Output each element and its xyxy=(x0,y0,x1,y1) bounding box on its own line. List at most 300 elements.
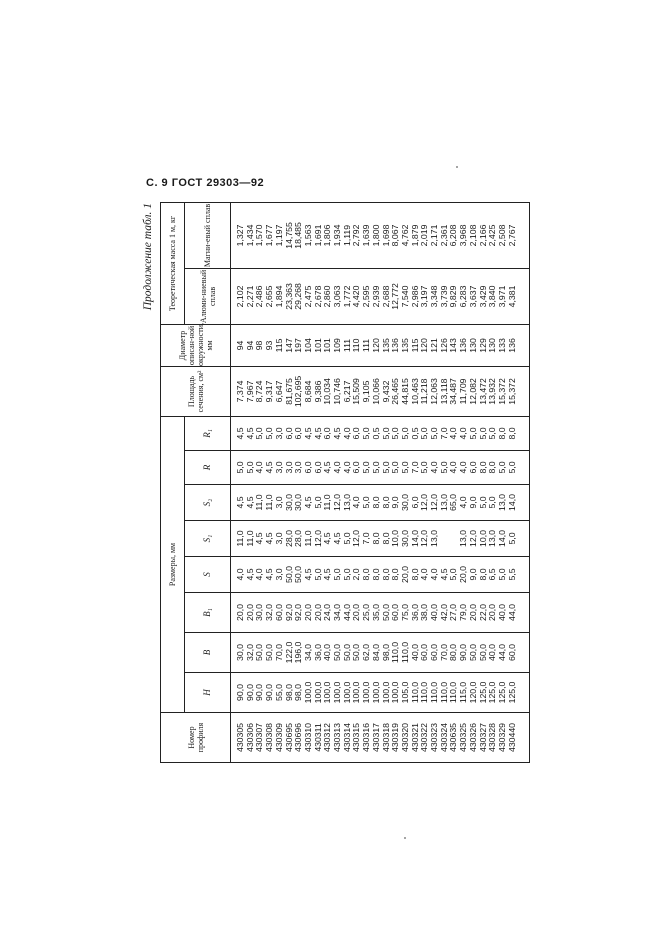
cell-number: 430320 xyxy=(399,723,410,752)
cell-S: 2,0 xyxy=(351,568,362,581)
cell-diameter: 133 xyxy=(496,338,507,353)
cell-S1: 5,0 xyxy=(506,532,517,545)
cell-B: 80,0 xyxy=(448,644,459,661)
cell-S1: 10,0 xyxy=(477,530,488,547)
cell-H: 115,0 xyxy=(458,681,469,704)
cell-area: 15,509 xyxy=(351,378,362,405)
cell-area: 10,746 xyxy=(332,378,343,405)
cell-number: 430328 xyxy=(487,723,498,752)
cell-R1: 4,0 xyxy=(341,427,352,440)
cell-B: 44,0 xyxy=(496,644,507,661)
cell-area: 102,695 xyxy=(293,375,304,408)
cell-R: 5,0 xyxy=(380,461,391,474)
cell-B: 122,0 xyxy=(283,641,294,664)
cell-number: 430309 xyxy=(273,723,284,752)
cell-S2: 8,0 xyxy=(380,496,391,509)
cell-R1: 6,0 xyxy=(293,427,304,440)
cell-R1: 4,0 xyxy=(448,427,459,440)
cell-H: 100,0 xyxy=(332,681,343,704)
cell-B1: 38,0 xyxy=(419,604,430,621)
column-diameter xyxy=(236,325,517,366)
cell-mg: 1,119 xyxy=(341,224,352,246)
cell-S: 8,0 xyxy=(409,568,420,581)
cell-number: 430318 xyxy=(380,723,391,752)
cell-S2: 4,5 xyxy=(302,496,313,509)
cell-R1: 6,0 xyxy=(351,427,362,440)
cell-R: 5,0 xyxy=(361,461,372,474)
cell-number: 430308 xyxy=(264,723,275,752)
cell-B: 50,0 xyxy=(254,644,265,661)
header-S2: S₂ xyxy=(185,485,231,521)
cell-R1: 3,0 xyxy=(273,427,284,440)
cell-S: 4,0 xyxy=(419,568,430,581)
cell-R1: 4,0 xyxy=(458,427,469,440)
cell-area: 8,724 xyxy=(254,380,265,403)
cell-number: 430325 xyxy=(458,723,469,752)
cell-alu: 7,540 xyxy=(399,285,410,308)
cell-alu: 3,971 xyxy=(496,285,507,308)
cell-S: 4,5 xyxy=(322,568,333,581)
cell-S: 5,0 xyxy=(332,568,343,581)
cell-B1: 75,0 xyxy=(399,604,410,621)
cell-area: 7,967 xyxy=(244,380,255,403)
cell-B1: 27,0 xyxy=(448,604,459,621)
cell-H: 125,0 xyxy=(487,681,498,704)
cell-B1: 35,0 xyxy=(370,604,381,621)
cell-alu: 3,429 xyxy=(477,285,488,308)
cell-number: 430635 xyxy=(448,723,459,752)
cell-R1: 6,0 xyxy=(283,427,294,440)
cell-mg: 1,800 xyxy=(370,224,381,247)
cell-number: 430440 xyxy=(506,723,517,752)
cell-S2: 11,0 xyxy=(254,494,265,511)
cell-S1: 30,0 xyxy=(399,530,410,547)
cell-S: 8,0 xyxy=(380,568,391,581)
cell-S2: 30,0 xyxy=(283,494,294,511)
cell-mg: 2,361 xyxy=(438,224,449,247)
cell-S2: 30,0 xyxy=(399,494,410,511)
cell-R1: 5,0 xyxy=(361,427,372,440)
cell-S: 5,0 xyxy=(341,568,352,581)
cell-B: 50,0 xyxy=(264,644,275,661)
cell-mg: 2,767 xyxy=(506,224,517,247)
cell-H: 100,0 xyxy=(380,681,391,704)
cell-B: 40,0 xyxy=(322,644,333,661)
cell-S2: 9,0 xyxy=(467,496,478,509)
page-header: С. 9 ГОСТ 29303—92 xyxy=(146,177,265,189)
cell-R1: 5,0 xyxy=(254,427,265,440)
cell-alu: 3,739 xyxy=(438,285,449,308)
cell-S: 8,0 xyxy=(390,568,401,581)
cell-area: 26,465 xyxy=(390,378,401,405)
cell-alu: 2,475 xyxy=(302,285,313,308)
cell-B1: 30,0 xyxy=(254,604,265,621)
cell-R1: 0,5 xyxy=(409,427,420,440)
cell-diameter: 115 xyxy=(273,338,284,353)
rotated-table-container xyxy=(142,203,530,763)
cell-H: 100,0 xyxy=(361,681,372,704)
cell-B: 84,0 xyxy=(370,644,381,661)
cell-diameter: 135 xyxy=(380,338,391,353)
cell-R1: 5,0 xyxy=(487,427,498,440)
cell-S: 8,0 xyxy=(361,568,372,581)
cell-B1: 92,0 xyxy=(283,604,294,621)
header-B1: B₁ xyxy=(185,593,231,633)
cell-R1: 5,0 xyxy=(419,427,430,440)
cell-H: 110,0 xyxy=(429,681,440,704)
cell-mg: 1,639 xyxy=(361,224,372,247)
cell-H: 98,0 xyxy=(293,684,304,701)
cell-mg: 1,879 xyxy=(409,224,420,247)
cell-number: 430329 xyxy=(496,723,507,752)
cell-mg: 4,762 xyxy=(399,224,410,247)
cell-R: 5,0 xyxy=(399,461,410,474)
cell-mg: 2,019 xyxy=(419,224,430,247)
cell-S: 8,0 xyxy=(477,568,488,581)
cell-diameter: 94 xyxy=(244,340,255,351)
cell-alu: 2,486 xyxy=(254,285,265,308)
column-number xyxy=(236,713,517,762)
cell-H: 90,0 xyxy=(235,684,245,701)
cell-S1: 12,0 xyxy=(419,530,430,547)
cell-B: 50,0 xyxy=(467,644,478,661)
cell-alu: 1,894 xyxy=(273,285,284,308)
cell-H: 90,0 xyxy=(264,684,275,701)
cell-number: 430319 xyxy=(390,723,401,752)
cell-diameter: 126 xyxy=(438,338,449,353)
cell-S: 20,0 xyxy=(399,566,410,583)
cell-S1: 13,0 xyxy=(458,530,469,547)
cell-diameter: 101 xyxy=(312,338,323,353)
cell-alu: 2,986 xyxy=(409,285,420,308)
cell-area: 9,432 xyxy=(380,380,391,403)
header-S1: S₁ xyxy=(185,521,231,557)
cell-alu: 2,102 xyxy=(235,285,245,308)
cell-S2: 11,0 xyxy=(264,494,275,511)
cell-S: 6,5 xyxy=(487,568,498,581)
cell-mg: 1,434 xyxy=(244,224,255,247)
cell-B1: 34,0 xyxy=(332,604,343,621)
cell-area: 13,472 xyxy=(477,378,488,405)
cell-B1: 32,0 xyxy=(264,604,275,621)
cell-R: 4,5 xyxy=(264,461,275,474)
cell-R: 4,0 xyxy=(332,461,343,474)
cell-B: 50,0 xyxy=(341,644,352,661)
cell-B1: 20,0 xyxy=(302,604,313,621)
cell-B: 98,0 xyxy=(380,644,391,661)
cell-S2: 4,0 xyxy=(351,496,362,509)
cell-alu: 3,840 xyxy=(487,285,498,308)
cell-diameter: 130 xyxy=(487,338,498,353)
cell-S2: 12,0 xyxy=(419,494,430,511)
cell-number: 430313 xyxy=(332,723,343,752)
cell-alu: 2,860 xyxy=(322,285,333,308)
cell-S: 4,0 xyxy=(254,568,265,581)
cell-area: 15,372 xyxy=(496,378,507,405)
cell-H: 100,0 xyxy=(390,681,401,704)
cell-alu: 4,420 xyxy=(351,285,362,308)
cell-alu: 2,595 xyxy=(361,285,372,308)
cell-R1: 5,0 xyxy=(390,427,401,440)
cell-R1: 4,5 xyxy=(235,427,245,440)
cell-S1: 8,0 xyxy=(380,532,391,545)
cell-alu: 2,678 xyxy=(312,285,323,308)
cell-B1: 20,0 xyxy=(467,604,478,621)
column-B1 xyxy=(236,593,517,632)
cell-R: 8,0 xyxy=(477,461,488,474)
cell-R: 5,0 xyxy=(370,461,381,474)
cell-diameter: 111 xyxy=(361,338,372,353)
cell-S1: 14,0 xyxy=(496,530,507,547)
cell-S: 5,5 xyxy=(506,568,517,581)
cell-mg: 2,166 xyxy=(477,224,488,247)
cell-mg: 1,934 xyxy=(332,224,343,247)
cell-S: 4,5 xyxy=(438,568,449,581)
cell-H: 110,0 xyxy=(409,681,420,704)
cell-B: 196,0 xyxy=(293,641,304,664)
cell-S2: 8,0 xyxy=(370,496,381,509)
cell-R: 4,0 xyxy=(429,461,440,474)
cell-H: 90,0 xyxy=(244,684,255,701)
cell-H: 125,0 xyxy=(477,681,488,704)
cell-diameter: 197 xyxy=(293,338,304,353)
cell-area: 15,372 xyxy=(506,378,517,405)
header-S: S xyxy=(185,557,231,593)
cell-S: 50,0 xyxy=(293,566,304,583)
cell-R: 6,0 xyxy=(312,461,323,474)
column-S2 xyxy=(236,485,517,520)
cell-B1: 42,0 xyxy=(438,604,449,621)
table-continuation-label: Продолжение табл. 1 xyxy=(142,203,154,311)
cell-R: 4,0 xyxy=(458,461,469,474)
cell-B1: 20,0 xyxy=(244,604,255,621)
cell-B: 36,0 xyxy=(312,644,323,661)
cell-R1: 4,5 xyxy=(244,427,255,440)
cell-H: 100,0 xyxy=(312,681,323,704)
cell-diameter: 130 xyxy=(467,338,478,353)
cell-S1: 4,5 xyxy=(332,532,343,545)
cell-S2: 12,0 xyxy=(429,494,440,511)
cell-mg: 1,691 xyxy=(312,224,323,247)
cell-R1: 6,0 xyxy=(322,427,333,440)
cell-S: 50,0 xyxy=(283,566,294,583)
cell-H: 100,0 xyxy=(302,681,313,704)
cell-S: 5,0 xyxy=(312,568,323,581)
cell-R1: 5,0 xyxy=(477,427,488,440)
cell-R: 4,0 xyxy=(448,461,459,474)
column-alu xyxy=(236,269,517,324)
cell-number: 430315 xyxy=(351,723,362,752)
cell-area: 7,374 xyxy=(235,380,245,403)
cell-number: 430312 xyxy=(322,723,333,752)
cell-H: 120,0 xyxy=(467,681,478,704)
cell-S2: 4,5 xyxy=(235,496,245,509)
cell-alu: 3,348 xyxy=(429,285,440,308)
cell-mg: 14,755 xyxy=(283,222,294,249)
cell-H: 105,0 xyxy=(399,681,410,704)
cell-area: 10,034 xyxy=(322,378,333,405)
cell-diameter: 129 xyxy=(477,338,488,353)
cell-S1: 10,0 xyxy=(390,530,401,547)
cell-H: 110,0 xyxy=(448,681,459,704)
cell-R: 5,0 xyxy=(438,461,449,474)
cell-R: 3,0 xyxy=(283,461,294,474)
cell-S2: 6,0 xyxy=(409,496,420,509)
cell-B1: 20,0 xyxy=(487,604,498,621)
cell-area: 8,684 xyxy=(302,380,313,403)
cell-area: 13,932 xyxy=(487,378,498,405)
cell-area: 81,675 xyxy=(283,378,294,405)
cell-S: 5,0 xyxy=(448,568,459,581)
cell-S1: 4,5 xyxy=(322,532,333,545)
cell-S2: 9,0 xyxy=(390,496,401,509)
column-B xyxy=(236,633,517,672)
cell-B: 62,0 xyxy=(361,644,372,661)
cell-B: 70,0 xyxy=(273,644,284,661)
cell-mg: 2,108 xyxy=(467,224,478,247)
cell-S: 4,0 xyxy=(235,568,245,581)
cell-B1: 44,0 xyxy=(506,604,517,621)
cell-S1: 28,0 xyxy=(293,530,304,547)
cell-B1: 36,0 xyxy=(409,604,420,621)
cell-B1: 79,0 xyxy=(458,604,469,621)
cell-number: 430307 xyxy=(254,723,265,752)
cell-B1: 22,0 xyxy=(477,604,488,621)
cell-S2: 30,0 xyxy=(293,494,304,511)
cell-S2: 5,0 xyxy=(312,496,323,509)
cell-diameter: 94 xyxy=(235,340,245,351)
cell-alu: 23,363 xyxy=(283,283,294,310)
cell-R: 8,0 xyxy=(487,461,498,474)
cell-number: 430314 xyxy=(341,723,352,752)
cell-area: 10,463 xyxy=(409,378,420,405)
cell-alu: 2,688 xyxy=(380,285,391,308)
cell-mg: 1,698 xyxy=(380,224,391,247)
cell-R1: 0,5 xyxy=(370,427,381,440)
cell-S: 8,0 xyxy=(370,568,381,581)
cell-area: 12,063 xyxy=(429,378,440,405)
cell-S1: 8,0 xyxy=(370,532,381,545)
cell-diameter: 121 xyxy=(429,338,440,353)
header-mg: Магни-евый сплав xyxy=(185,202,231,268)
cell-H: 98,0 xyxy=(283,684,294,701)
cell-R1: 4,5 xyxy=(302,427,313,440)
cell-S: 4,5 xyxy=(244,568,255,581)
cell-S2: 11,0 xyxy=(322,494,333,511)
cell-diameter: 101 xyxy=(322,338,333,353)
cell-alu: 12,772 xyxy=(390,283,401,310)
cell-area: 11,709 xyxy=(458,378,469,405)
cell-area: 13,118 xyxy=(438,378,449,405)
speck xyxy=(404,837,406,839)
cell-diameter: 143 xyxy=(448,338,459,353)
cell-R: 5,0 xyxy=(496,461,507,474)
cell-number: 430322 xyxy=(419,723,430,752)
cell-S: 20,0 xyxy=(458,566,469,583)
header-H: H xyxy=(185,673,231,713)
cell-diameter: 120 xyxy=(370,338,381,353)
cell-S2: 65,0 xyxy=(448,494,459,511)
cell-S2: 3,0 xyxy=(273,496,284,509)
cell-B: 50,0 xyxy=(332,644,343,661)
cell-S1: 4,5 xyxy=(254,532,265,545)
cell-R: 3,0 xyxy=(293,461,304,474)
cell-diameter: 136 xyxy=(506,338,517,353)
cell-mg: 1,197 xyxy=(273,224,284,247)
cell-R: 6,0 xyxy=(302,461,313,474)
cell-S1: 11,0 xyxy=(244,530,255,547)
cell-mg: 2,171 xyxy=(429,224,440,247)
column-S1 xyxy=(236,521,517,556)
cell-alu: 3,197 xyxy=(419,285,430,308)
cell-number: 430695 xyxy=(283,723,294,752)
cell-R: 5,0 xyxy=(506,461,517,474)
cell-area: 9,105 xyxy=(361,380,372,403)
speck xyxy=(456,166,458,168)
cell-number: 430317 xyxy=(370,723,381,752)
cell-S1: 28,0 xyxy=(283,530,294,547)
column-mg xyxy=(236,203,517,268)
cell-S1: 5,0 xyxy=(341,532,352,545)
cell-R1: 5,0 xyxy=(399,427,410,440)
cell-B: 70,0 xyxy=(438,644,449,661)
cell-R: 4,5 xyxy=(322,461,333,474)
cell-R: 7,0 xyxy=(409,461,420,474)
cell-S1: 11,0 xyxy=(235,530,245,547)
cell-number: 430327 xyxy=(477,723,488,752)
cell-area: 6,647 xyxy=(273,380,284,403)
cell-B: 110,0 xyxy=(390,641,401,664)
cell-S1: 12,0 xyxy=(351,530,362,547)
cell-S1: 14,0 xyxy=(409,530,420,547)
cell-B: 110,0 xyxy=(399,641,410,664)
cell-B1: 20,0 xyxy=(351,604,362,621)
cell-mg: 2,508 xyxy=(496,224,507,247)
cell-B1: 40,0 xyxy=(429,604,440,621)
cell-B: 60,0 xyxy=(429,644,440,661)
cell-H: 100,0 xyxy=(351,681,362,704)
cell-R: 3,0 xyxy=(273,461,284,474)
cell-number: 430324 xyxy=(438,723,449,752)
cell-diameter: 120 xyxy=(419,338,430,353)
cell-area: 44,815 xyxy=(399,378,410,405)
cell-alu: 3,063 xyxy=(332,285,343,308)
cell-S1: 12,0 xyxy=(467,530,478,547)
cell-H: 125,0 xyxy=(506,681,517,704)
cell-H: 100,0 xyxy=(370,681,381,704)
cell-number: 430323 xyxy=(429,723,440,752)
cell-mg: 1,563 xyxy=(302,224,313,247)
cell-area: 6,217 xyxy=(341,380,352,403)
cell-alu: 2,939 xyxy=(370,285,381,308)
cell-S2: 5,0 xyxy=(477,496,488,509)
cell-R: 5,0 xyxy=(419,461,430,474)
cell-B: 30,0 xyxy=(235,644,245,661)
cell-number: 430696 xyxy=(293,723,304,752)
cell-alu: 3,637 xyxy=(467,285,478,308)
cell-B: 40,0 xyxy=(409,644,420,661)
cell-B1: 25,0 xyxy=(361,604,372,621)
header-R: R xyxy=(185,451,231,485)
cell-alu: 1,772 xyxy=(341,285,352,308)
cell-S2: 4,0 xyxy=(458,496,469,509)
cell-S1: 11,0 xyxy=(302,530,313,547)
cell-number: 430310 xyxy=(302,723,313,752)
cell-H: 110,0 xyxy=(438,681,449,704)
cell-R: 5,0 xyxy=(390,461,401,474)
cell-area: 9,386 xyxy=(312,380,323,403)
cell-S2: 4,5 xyxy=(244,496,255,509)
